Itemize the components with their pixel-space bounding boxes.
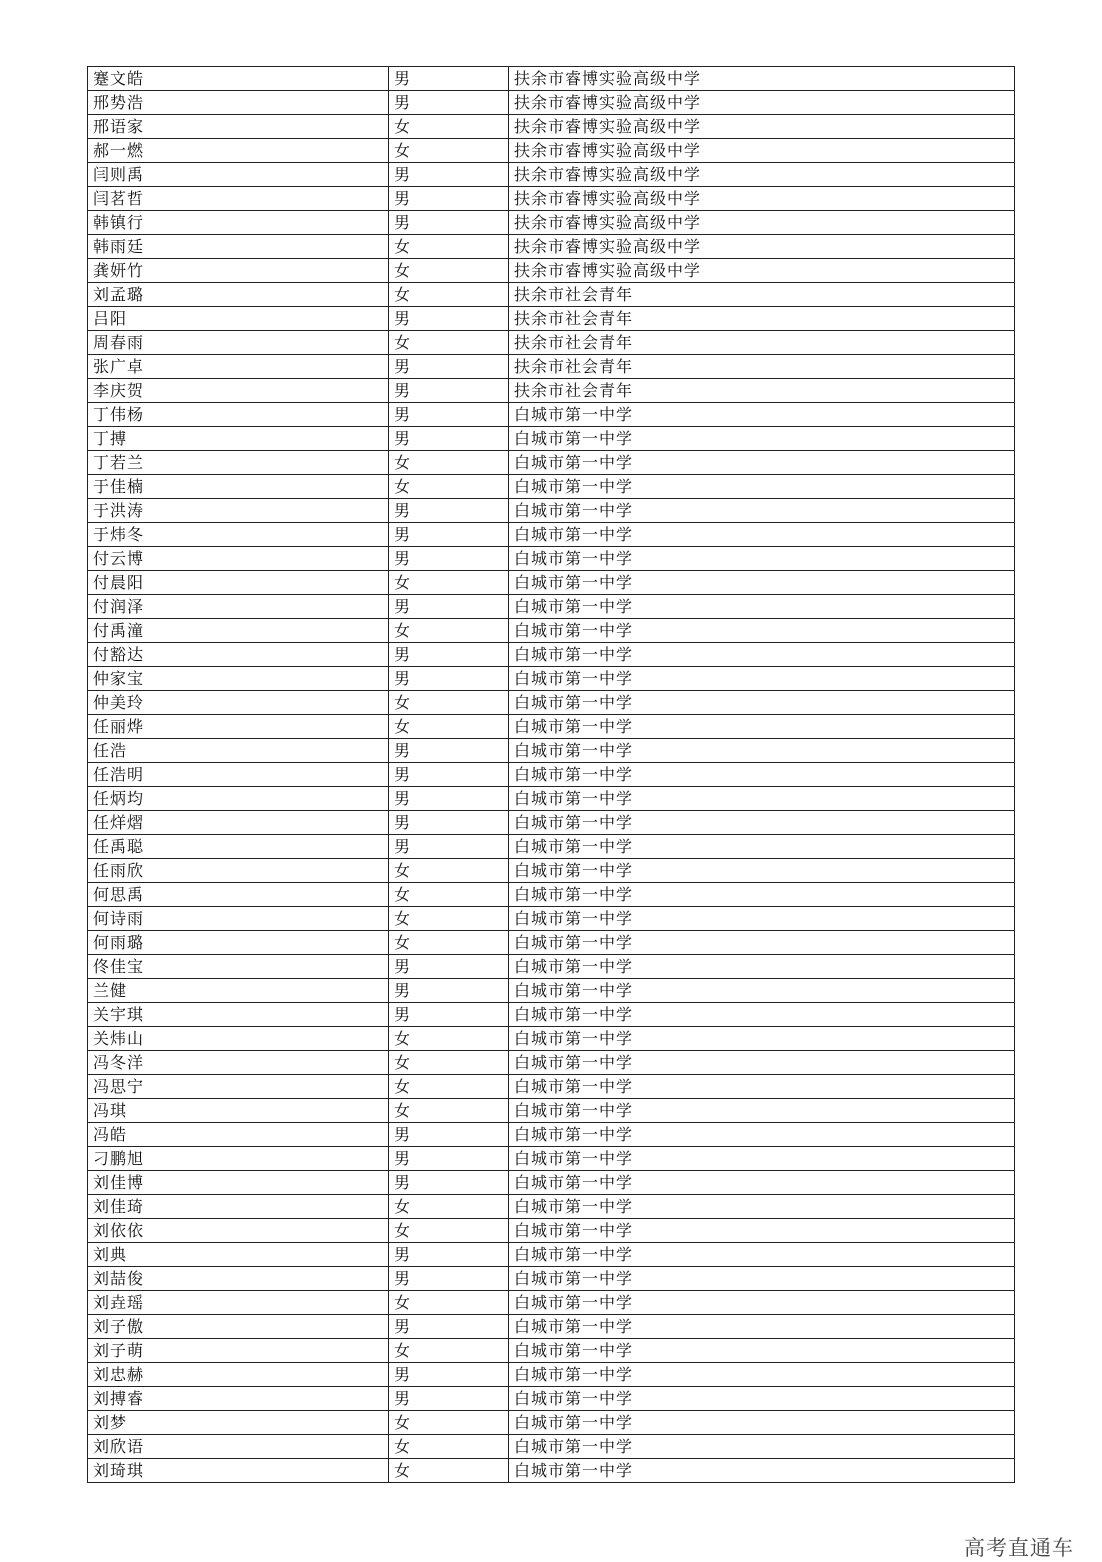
table-row (88, 307, 1015, 331)
table-row (88, 667, 1015, 691)
school-cell: 白城市第一中学 (509, 1075, 1015, 1099)
gender-cell: 男 (389, 163, 509, 187)
name-cell: 任禹聪 (88, 835, 389, 859)
name-cell: 韩雨廷 (88, 235, 389, 259)
table-row (88, 427, 1015, 451)
school-cell: 白城市第一中学 (509, 1339, 1015, 1363)
school-cell: 白城市第一中学 (509, 979, 1015, 1003)
name-cell: 郝一燃 (88, 139, 389, 163)
table-row (88, 67, 1015, 91)
table-row (88, 1075, 1015, 1099)
table-row (88, 211, 1015, 235)
school-cell: 白城市第一中学 (509, 691, 1015, 715)
table-row (88, 691, 1015, 715)
table-row (88, 1435, 1015, 1459)
name-cell: 任浩明 (88, 763, 389, 787)
school-cell: 白城市第一中学 (509, 763, 1015, 787)
name-cell: 付润泽 (88, 595, 389, 619)
school-cell: 白城市第一中学 (509, 571, 1015, 595)
watermark-text: 高考直通车 (964, 1536, 1074, 1560)
school-cell: 白城市第一中学 (509, 835, 1015, 859)
table-row (88, 139, 1015, 163)
name-cell: 任浩 (88, 739, 389, 763)
gender-cell: 男 (389, 307, 509, 331)
name-cell: 丁伟杨 (88, 403, 389, 427)
school-cell: 扶余市社会青年 (509, 331, 1015, 355)
gender-cell: 女 (389, 1459, 509, 1483)
name-cell: 关炜山 (88, 1027, 389, 1051)
gender-cell: 男 (389, 91, 509, 115)
school-cell: 白城市第一中学 (509, 1243, 1015, 1267)
gender-cell: 女 (389, 331, 509, 355)
table-row (88, 1195, 1015, 1219)
table-row (88, 547, 1015, 571)
school-cell: 白城市第一中学 (509, 667, 1015, 691)
gender-cell: 男 (389, 1123, 509, 1147)
gender-cell: 女 (389, 259, 509, 283)
name-cell: 冯皓 (88, 1123, 389, 1147)
name-cell: 兰健 (88, 979, 389, 1003)
name-cell: 何雨璐 (88, 931, 389, 955)
school-cell: 扶余市睿博实验高级中学 (509, 163, 1015, 187)
school-cell: 白城市第一中学 (509, 955, 1015, 979)
name-cell: 刘典 (88, 1243, 389, 1267)
name-cell: 李庆贺 (88, 379, 389, 403)
school-cell: 扶余市睿博实验高级中学 (509, 235, 1015, 259)
name-cell: 任烊熠 (88, 811, 389, 835)
table-row (88, 283, 1015, 307)
table-row (88, 571, 1015, 595)
school-cell: 扶余市社会青年 (509, 307, 1015, 331)
table-row (88, 355, 1015, 379)
name-cell: 周春雨 (88, 331, 389, 355)
name-cell: 刘子萌 (88, 1339, 389, 1363)
gender-cell: 男 (389, 955, 509, 979)
table-row (88, 595, 1015, 619)
school-cell: 白城市第一中学 (509, 595, 1015, 619)
school-cell: 白城市第一中学 (509, 1171, 1015, 1195)
table-row (88, 163, 1015, 187)
name-cell: 刘垚瑶 (88, 1291, 389, 1315)
name-cell: 邢语家 (88, 115, 389, 139)
school-cell: 白城市第一中学 (509, 1459, 1015, 1483)
name-cell: 刘佳琦 (88, 1195, 389, 1219)
roster-table-body (88, 67, 1015, 1483)
school-cell: 扶余市睿博实验高级中学 (509, 139, 1015, 163)
name-cell: 闫茗哲 (88, 187, 389, 211)
table-row (88, 907, 1015, 931)
gender-cell: 男 (389, 1147, 509, 1171)
table-row (88, 1411, 1015, 1435)
table-row (88, 1267, 1015, 1291)
school-cell: 白城市第一中学 (509, 715, 1015, 739)
table-row (88, 1171, 1015, 1195)
school-cell: 扶余市睿博实验高级中学 (509, 115, 1015, 139)
name-cell: 任雨欣 (88, 859, 389, 883)
name-cell: 刘梦 (88, 1411, 389, 1435)
table-row (88, 187, 1015, 211)
table-row (88, 1219, 1015, 1243)
school-cell: 白城市第一中学 (509, 1051, 1015, 1075)
gender-cell: 女 (389, 907, 509, 931)
name-cell: 于炜冬 (88, 523, 389, 547)
name-cell: 佟佳宝 (88, 955, 389, 979)
school-cell: 扶余市睿博实验高级中学 (509, 91, 1015, 115)
gender-cell: 女 (389, 1027, 509, 1051)
gender-cell: 女 (389, 691, 509, 715)
name-cell: 蹇文皓 (88, 67, 389, 91)
roster-table (87, 66, 1015, 1483)
gender-cell: 女 (389, 139, 509, 163)
table-row (88, 1099, 1015, 1123)
gender-cell: 男 (389, 547, 509, 571)
name-cell: 何思禹 (88, 883, 389, 907)
school-cell: 白城市第一中学 (509, 499, 1015, 523)
table-row (88, 1339, 1015, 1363)
name-cell: 仲家宝 (88, 667, 389, 691)
school-cell: 白城市第一中学 (509, 739, 1015, 763)
school-cell: 白城市第一中学 (509, 1291, 1015, 1315)
name-cell: 冯冬洋 (88, 1051, 389, 1075)
table-row (88, 451, 1015, 475)
name-cell: 任炳均 (88, 787, 389, 811)
name-cell: 龚妍竹 (88, 259, 389, 283)
table-row (88, 715, 1015, 739)
gender-cell: 女 (389, 1195, 509, 1219)
gender-cell: 男 (389, 667, 509, 691)
table-row (88, 499, 1015, 523)
table-row (88, 1051, 1015, 1075)
table-row (88, 403, 1015, 427)
school-cell: 白城市第一中学 (509, 475, 1015, 499)
table-row (88, 931, 1015, 955)
gender-cell: 男 (389, 1003, 509, 1027)
name-cell: 付晨阳 (88, 571, 389, 595)
school-cell: 扶余市睿博实验高级中学 (509, 67, 1015, 91)
name-cell: 何诗雨 (88, 907, 389, 931)
gender-cell: 男 (389, 523, 509, 547)
name-cell: 冯思宁 (88, 1075, 389, 1099)
gender-cell: 女 (389, 1075, 509, 1099)
name-cell: 刘欣语 (88, 1435, 389, 1459)
name-cell: 仲美玲 (88, 691, 389, 715)
gender-cell: 女 (389, 859, 509, 883)
school-cell: 白城市第一中学 (509, 1219, 1015, 1243)
gender-cell: 女 (389, 451, 509, 475)
name-cell: 付豁达 (88, 643, 389, 667)
name-cell: 刘喆俊 (88, 1267, 389, 1291)
school-cell: 白城市第一中学 (509, 1435, 1015, 1459)
name-cell: 冯琪 (88, 1099, 389, 1123)
gender-cell: 男 (389, 739, 509, 763)
name-cell: 刘子傲 (88, 1315, 389, 1339)
table-row (88, 1027, 1015, 1051)
name-cell: 刘搏睿 (88, 1387, 389, 1411)
gender-cell: 男 (389, 1267, 509, 1291)
school-cell: 白城市第一中学 (509, 1195, 1015, 1219)
name-cell: 张广卓 (88, 355, 389, 379)
school-cell: 白城市第一中学 (509, 1099, 1015, 1123)
school-cell: 白城市第一中学 (509, 1387, 1015, 1411)
school-cell: 白城市第一中学 (509, 931, 1015, 955)
gender-cell: 女 (389, 1435, 509, 1459)
school-cell: 白城市第一中学 (509, 859, 1015, 883)
gender-cell: 男 (389, 379, 509, 403)
gender-cell: 男 (389, 787, 509, 811)
gender-cell: 男 (389, 1363, 509, 1387)
gender-cell: 男 (389, 643, 509, 667)
gender-cell: 女 (389, 931, 509, 955)
name-cell: 刘佳博 (88, 1171, 389, 1195)
school-cell: 白城市第一中学 (509, 811, 1015, 835)
gender-cell: 男 (389, 1171, 509, 1195)
gender-cell: 男 (389, 187, 509, 211)
school-cell: 白城市第一中学 (509, 523, 1015, 547)
name-cell: 丁搏 (88, 427, 389, 451)
table-row (88, 643, 1015, 667)
gender-cell: 女 (389, 1219, 509, 1243)
gender-cell: 男 (389, 211, 509, 235)
school-cell: 扶余市睿博实验高级中学 (509, 211, 1015, 235)
school-cell: 扶余市社会青年 (509, 379, 1015, 403)
table-row (88, 379, 1015, 403)
name-cell: 于洪涛 (88, 499, 389, 523)
gender-cell: 男 (389, 67, 509, 91)
table-row (88, 859, 1015, 883)
table-row (88, 1003, 1015, 1027)
table-row (88, 619, 1015, 643)
gender-cell: 男 (389, 979, 509, 1003)
table-row (88, 331, 1015, 355)
name-cell: 任丽烨 (88, 715, 389, 739)
table-row (88, 523, 1015, 547)
name-cell: 闫则禹 (88, 163, 389, 187)
school-cell: 白城市第一中学 (509, 643, 1015, 667)
gender-cell: 男 (389, 1315, 509, 1339)
gender-cell: 女 (389, 1099, 509, 1123)
school-cell: 白城市第一中学 (509, 787, 1015, 811)
gender-cell: 男 (389, 763, 509, 787)
gender-cell: 女 (389, 235, 509, 259)
school-cell: 白城市第一中学 (509, 1123, 1015, 1147)
name-cell: 刁鹏旭 (88, 1147, 389, 1171)
table-row (88, 91, 1015, 115)
name-cell: 丁若兰 (88, 451, 389, 475)
gender-cell: 男 (389, 403, 509, 427)
table-row (88, 1243, 1015, 1267)
gender-cell: 男 (389, 355, 509, 379)
school-cell: 白城市第一中学 (509, 1411, 1015, 1435)
table-row (88, 115, 1015, 139)
gender-cell: 女 (389, 1291, 509, 1315)
table-row (88, 763, 1015, 787)
name-cell: 关宇琪 (88, 1003, 389, 1027)
school-cell: 扶余市睿博实验高级中学 (509, 259, 1015, 283)
gender-cell: 男 (389, 1387, 509, 1411)
name-cell: 韩镇行 (88, 211, 389, 235)
school-cell: 白城市第一中学 (509, 451, 1015, 475)
table-row (88, 787, 1015, 811)
school-cell: 白城市第一中学 (509, 1315, 1015, 1339)
gender-cell: 女 (389, 1339, 509, 1363)
name-cell: 付云博 (88, 547, 389, 571)
gender-cell: 男 (389, 1243, 509, 1267)
name-cell: 刘忠赫 (88, 1363, 389, 1387)
table-row (88, 259, 1015, 283)
table-row (88, 811, 1015, 835)
table-row (88, 1459, 1015, 1483)
name-cell: 付禹潼 (88, 619, 389, 643)
school-cell: 白城市第一中学 (509, 547, 1015, 571)
gender-cell: 女 (389, 475, 509, 499)
gender-cell: 男 (389, 835, 509, 859)
school-cell: 扶余市社会青年 (509, 355, 1015, 379)
gender-cell: 女 (389, 883, 509, 907)
school-cell: 扶余市社会青年 (509, 283, 1015, 307)
name-cell: 于佳楠 (88, 475, 389, 499)
table-row (88, 1147, 1015, 1171)
name-cell: 邢势浩 (88, 91, 389, 115)
school-cell: 白城市第一中学 (509, 1363, 1015, 1387)
school-cell: 白城市第一中学 (509, 1267, 1015, 1291)
name-cell: 刘孟璐 (88, 283, 389, 307)
school-cell: 白城市第一中学 (509, 403, 1015, 427)
gender-cell: 男 (389, 811, 509, 835)
table-row (88, 1315, 1015, 1339)
table-row (88, 739, 1015, 763)
gender-cell: 女 (389, 283, 509, 307)
table-row (88, 1387, 1015, 1411)
name-cell: 刘依依 (88, 1219, 389, 1243)
table-row (88, 835, 1015, 859)
table-row (88, 1363, 1015, 1387)
school-cell: 扶余市睿博实验高级中学 (509, 187, 1015, 211)
gender-cell: 女 (389, 571, 509, 595)
school-cell: 白城市第一中学 (509, 907, 1015, 931)
school-cell: 白城市第一中学 (509, 1147, 1015, 1171)
table-row (88, 1291, 1015, 1315)
gender-cell: 男 (389, 595, 509, 619)
school-cell: 白城市第一中学 (509, 883, 1015, 907)
school-cell: 白城市第一中学 (509, 619, 1015, 643)
table-row (88, 475, 1015, 499)
school-cell: 白城市第一中学 (509, 1027, 1015, 1051)
table-row (88, 979, 1015, 1003)
table-row (88, 955, 1015, 979)
name-cell: 刘琦琪 (88, 1459, 389, 1483)
school-cell: 白城市第一中学 (509, 1003, 1015, 1027)
gender-cell: 女 (389, 115, 509, 139)
gender-cell: 女 (389, 1411, 509, 1435)
gender-cell: 女 (389, 715, 509, 739)
gender-cell: 女 (389, 619, 509, 643)
gender-cell: 女 (389, 1051, 509, 1075)
name-cell: 吕阳 (88, 307, 389, 331)
school-cell: 白城市第一中学 (509, 427, 1015, 451)
table-row (88, 1123, 1015, 1147)
gender-cell: 男 (389, 499, 509, 523)
table-row (88, 235, 1015, 259)
table-row (88, 883, 1015, 907)
gender-cell: 男 (389, 427, 509, 451)
